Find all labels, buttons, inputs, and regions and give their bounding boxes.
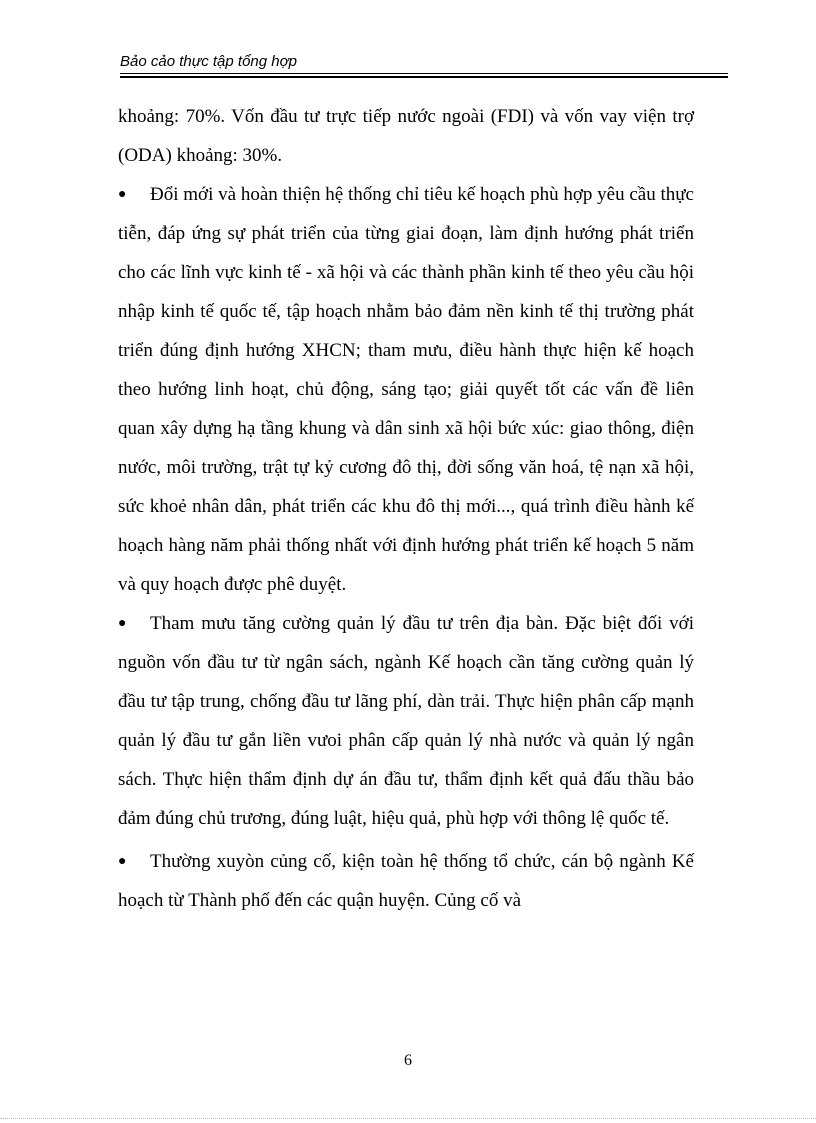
bullet-icon: ● <box>118 854 127 869</box>
header-rule-thick <box>120 76 728 78</box>
paragraph-text: Đổi mới và hoàn thiện hệ thống chỉ tiêu kế hoạch phù hợp yêu cầu thực tiễn, đáp ứng sự phát triển của từng giai đoạn, làm định hướng phát triển cho các lĩnh vực kinh tế - xã hội và các thành phần kinh tế theo yêu cầu hội nhập kinh tế quốc tế, tập hoạch nhằm bảo đảm nền kinh tế thị trường phát triển đúng định hướng XHCN; tham mưu, điều hành thực hiện kế hoạch theo hướng linh hoạt, chủ động, sáng tạo; giải quyết tốt các vấn đề liên quan xây dựng hạ tầng khung và dân sinh xã hội bức xúc: giao thông, điện nước, môi trường, trật tự kỷ cương đô thị, đời sống văn hoá, tệ nạn xã hội, sức khoẻ nhân dân, phát triển các khu đô thị mới..., quá trình điều hành kế hoạch hàng năm phải thống nhất với định hướng phát triển kế hoạch 5 năm và quy hoạch được phê duyệt. <box>118 184 694 595</box>
bullet-paragraph <box>118 604 694 838</box>
bullet-paragraph <box>118 175 694 604</box>
bullet-paragraph <box>118 842 694 920</box>
bullet-icon: ● <box>118 187 127 202</box>
page-number: 6 <box>404 1052 412 1069</box>
page-bottom-edge <box>0 1118 816 1119</box>
paragraph-continuation <box>118 97 694 175</box>
paragraph-text: Tham mưu tăng cường quản lý đầu tư trên địa bàn. Đặc biệt đối với nguồn vốn đầu tư từ ngân sách, ngành Kế hoạch cần tăng cường quản lý đầu tư tập trung, chống đầu tư lãng phí, dàn trải. Thực hiện phân cấp mạnh quản lý đầu tư gắn liền vưoi phân cấp quản lý nhà nước và quản lý ngân sách. Thực hiện thẩm định dự án đầu tư, thẩm định kết quả đấu thầu bảo đảm đúng chủ trương, đúng luật, hiệu quả, phù hợp với thông lệ quốc tế. <box>118 613 694 829</box>
document-body <box>118 97 694 920</box>
paragraph-text: khoảng: 70%. Vốn đầu tư trực tiếp nước ngoài (FDI) và vốn vay viện trợ (ODA) khoảng: 30%. <box>118 106 694 166</box>
paragraph-text: Thường xuyòn củng cố, kiện toàn hệ thống tổ chức, cán bộ ngành Kế hoạch từ Thành phố đến các quận huyện. Củng cố và <box>118 851 694 911</box>
header-rule-thin <box>120 73 728 74</box>
header-title: Bảo cảo thực tập tổng hợp <box>120 53 298 70</box>
bullet-icon: ● <box>118 616 127 631</box>
page-header <box>120 53 728 71</box>
